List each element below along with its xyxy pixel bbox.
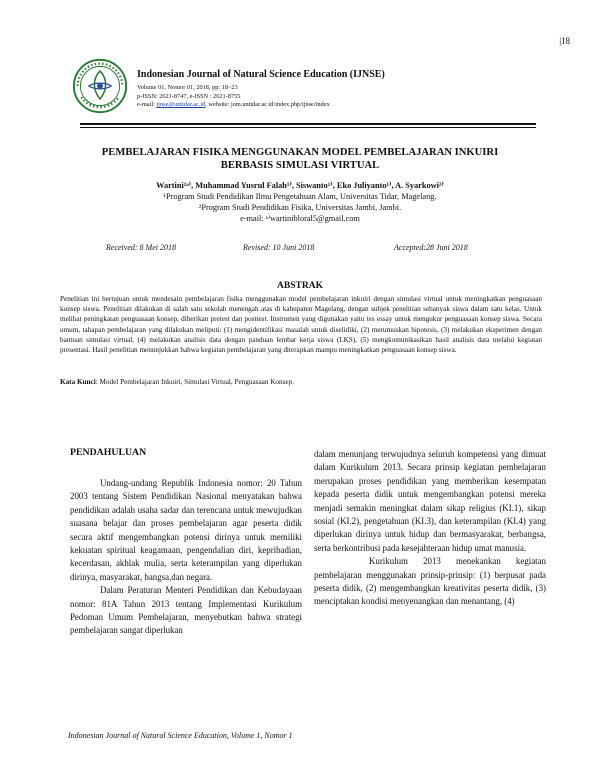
author-block — [60, 180, 540, 224]
website-text: , website: jom.untidar.ac.id/index.php/ijnse/index — [205, 101, 330, 109]
journal-contact — [137, 101, 330, 110]
journal-title: Indonesian Journal of Natural Science Education (IJNSE) — [137, 69, 385, 80]
header-rule-thin — [80, 127, 536, 128]
header-rule-thick — [80, 123, 536, 125]
accepted-date: Accepted:28 Juni 2018 — [394, 243, 468, 252]
paper-title-line-2: BERBASIS SIMULASI VIRTUAL — [220, 160, 380, 171]
right-paragraph-1: dalam menunjang terwujudnya seluruh kompetensi yang dimuat dalam Kurikulum 2013. Secara prinsip kegiatan pembelajaran merupakan proses pendidikan yang memberikan kesempatan kepada peserta didik untuk mengembangkan potensi mereka menjadi semakin meningkat dalam sikap religius (KI.1), sikap sosial (KI.2), pengetahuan (KI.3), dan keterampilan (KI.4) yang diperlukan dirinya untuk hidup dan bermasyarakat, berbangsa, serta berkontribusi pada kesejahteraan hidup umat manusia. — [314, 449, 546, 553]
affiliation-2: ²Program Studi Pendidikan Fisika, Universitas Jambi, Jambi. — [198, 203, 402, 212]
keywords-text: : Model Pembelajaran Inkuiri, Simulasi Virtual, Penguasaan Konsep. — [95, 378, 295, 386]
keywords — [60, 378, 294, 386]
author-names: Wartini¹ᵃ⁾, Muhammad Yusrul Falah¹⁾, Siswanto¹⁾, Eko Juliyanto¹⁾, A. Syarkowi²⁾ — [156, 181, 444, 190]
journal-issn: p-ISSN: 2621-8747, e-ISSN : 2621-8755 — [137, 92, 241, 100]
journal-volume: Volume 01, Nomor 01, 2018, pp: 18~23 — [137, 84, 238, 91]
left-column — [70, 477, 302, 638]
section-heading: PENDAHULUAN — [70, 447, 147, 458]
left-paragraph-2: Dalam Peraturan Menteri Pendidikan dan Kebudayaan nomor: 81A Tahun 2013 tentang Implementasi Kurikulum Pedoman Umum Pembelajaran, menyebutkan bahwa strategi pembelajaran sangat diperlukan — [70, 585, 302, 636]
page-footer: Indonesian Journal of Natural Science Education, Volume 1, Nomor 1 — [68, 731, 293, 740]
email-prefix: e-mail: — [137, 101, 157, 109]
revised-date: Revised: 10 Juni 2018 — [243, 243, 315, 252]
affiliation-1: ¹Program Studi Pendidikan Ilmu Pengetahuan Alam, Universitas Tidar, Magelang. — [163, 192, 437, 201]
abstract-text: Penelitian ini bertujuan untuk mendesain pembelajaran fisika menggunakan model pembelajaran inkuiri dengan simulasi virtual untuk meningkatkan penguasaan konsep siswa. Penelitian dilakukan di salah satu sekolah menengah atas di kabupaten Magelang, dengan subjek penelitian sebanyak siswa dalam satu kelas. Untuk melihat peningkatan penguasaan konsep, diberikan pretest dan posttest. Instrumen yang digunakan yaitu tes essay untuk mengukur penguasaan konsep siswa. Secara umum, tahapan pembelajaran yang dilakukan meliputi: (1) mengidentifikasi masalah untuk diselidiki, (2) merumuskan hipotesis, (3) melakukan eksperimen dengan bantuan simulasi virtual, (4) melakukan analisis data dengan panduan lembar kerja siswa (LKS), (5) mengkomunikasikan hasil analisis data melalui kegiatan presentasi. Hasil penelitian menunjukkan bahwa kegiatan pembelajaran yang diterapkan mampu meningkatkan penguasaan konsep siswa. — [60, 295, 542, 355]
right-column — [314, 448, 546, 609]
paper-title-line-1: PEMBELAJARAN FISIKA MENGGUNAKAN MODEL PEMBELAJARAN INKUIRI — [101, 147, 499, 158]
paper-title — [60, 146, 540, 172]
journal-info — [137, 84, 330, 110]
author-email: e-mail: ᵃ⁾wartinibloral5@gmail.com — [240, 214, 360, 223]
received-date: Received: 8 Mei 2018 — [106, 243, 176, 252]
left-paragraph-1: Undang-undang Republik Indonesia nomor: 20 Tahun 2003 tentang Sistem Pendidikan Nasional menyatakan bahwa pendidikan adalah usaha sadar dan terencana untuk mewujudkan suasana belajar dan proses pembelajaran agar peserta didik secara aktif mengembangkan potensi dirinya untuk memiliki kekuatan spiritual keagamaan, pengendalian diri, kepribadian, kecerdasan, akhlak mulia, serta keterampilan yang diperlukan dirinya, masyarakat, bangsa,dan negara. — [70, 478, 302, 582]
journal-logo — [72, 58, 128, 114]
page-number: |18 — [559, 36, 570, 46]
right-paragraph-2: Kurikulum 2013 menekankan kegiatan pembelajaran menggunakan prinsip-prinsip: (1) berpusat pada peserta didik, (2) mengembangkan kreativitas peserta didik, (3) menciptakan kondisi menyenangkan dan menantang, (4) — [314, 556, 546, 607]
abstract-heading: ABSTRAK — [277, 281, 323, 291]
journal-email-link[interactable]: ijnse@untidar.ac.id — [156, 101, 206, 109]
keywords-label: Kata Kunci — [60, 378, 96, 386]
